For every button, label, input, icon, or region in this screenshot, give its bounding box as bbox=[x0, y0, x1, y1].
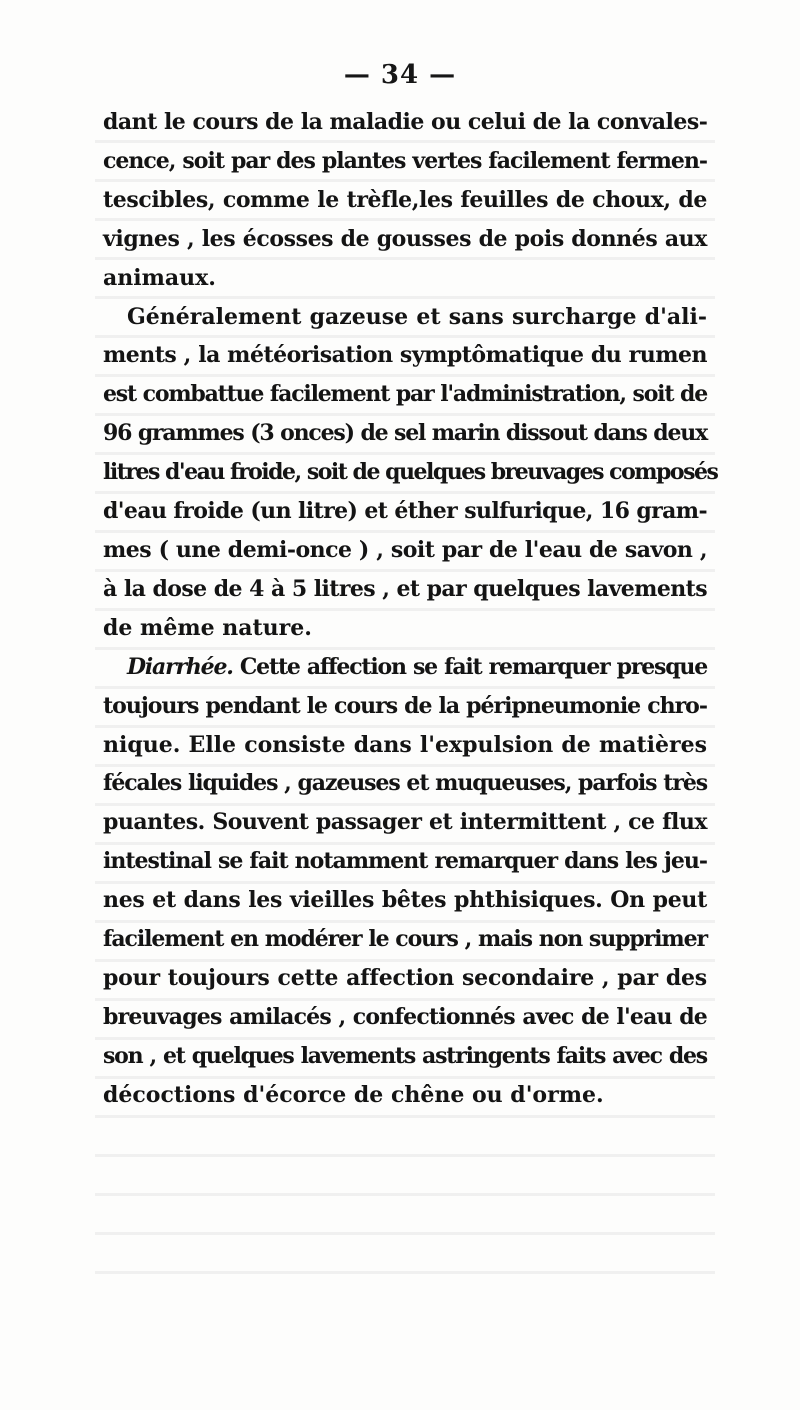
text-line: fécales liquides , gazeuses et muqueuses, parfois très bbox=[103, 770, 707, 797]
text-line: vignes , les écosses de gousses de pois donnés aux bbox=[103, 225, 707, 252]
text-line: décoctions d'écorce de chêne ou d'orme. bbox=[103, 1081, 604, 1108]
text-line: pour toujours cette affection secondaire , par des bbox=[103, 964, 707, 991]
text-line: dant le cours de la maladie ou celui de la convales- bbox=[103, 109, 708, 135]
text-line: cence, soit par des plantes vertes facilement fermen- bbox=[103, 147, 707, 174]
text-line: intestinal se fait notamment remarquer dans les jeu- bbox=[103, 848, 707, 875]
text-line: tescibles, comme le trèfle,les feuilles de choux, de bbox=[103, 186, 707, 213]
text-line: est combattue facilement par l'administration, soit de bbox=[103, 381, 707, 408]
text-line: son , et quelques lavements astringents faits avec des bbox=[103, 1042, 707, 1069]
text-line: toujours pendant le cours de la péripneumonie chro- bbox=[103, 692, 707, 719]
text-line: nique. Elle consiste dans l'expulsion de matières bbox=[103, 731, 707, 758]
text-line: breuvages amilacés , confectionnés avec de l'eau de bbox=[103, 1003, 707, 1030]
page-number: — 34 — bbox=[343, 60, 457, 90]
text-segment: Cette affection se fait remarquer presque bbox=[239, 653, 707, 680]
body-text bbox=[103, 103, 718, 1115]
text-line: animaux. bbox=[103, 264, 216, 291]
text-line: Généralement gazeuse et sans surcharge d'ali- bbox=[127, 303, 707, 330]
text-line: 96 grammes (3 onces) de sel marin dissout dans deux bbox=[103, 420, 707, 447]
text-line-with-heading bbox=[103, 648, 707, 687]
section-heading-diarrhee: Diarrhée. bbox=[127, 653, 233, 680]
text-line: ments , la météorisation symptômatique du rumen bbox=[103, 342, 707, 369]
text-line: facilement en modérer le cours , mais non supprimer bbox=[103, 926, 707, 953]
text-line: puantes. Souvent passager et intermittent , ce flux bbox=[103, 809, 707, 836]
text-line: litres d'eau froide, soit de quelques breuvages composés bbox=[103, 459, 718, 486]
text-line: mes ( une demi-once ) , soit par de l'eau de savon , bbox=[103, 536, 707, 563]
text-line: nes et dans les vieilles bêtes phthisiques. On peut bbox=[103, 887, 707, 914]
text-line: de même nature. bbox=[103, 614, 312, 641]
text-line: d'eau froide (un litre) et éther sulfurique, 16 gram- bbox=[103, 498, 707, 525]
text-line: à la dose de 4 à 5 litres , et par quelques lavements bbox=[103, 575, 707, 602]
